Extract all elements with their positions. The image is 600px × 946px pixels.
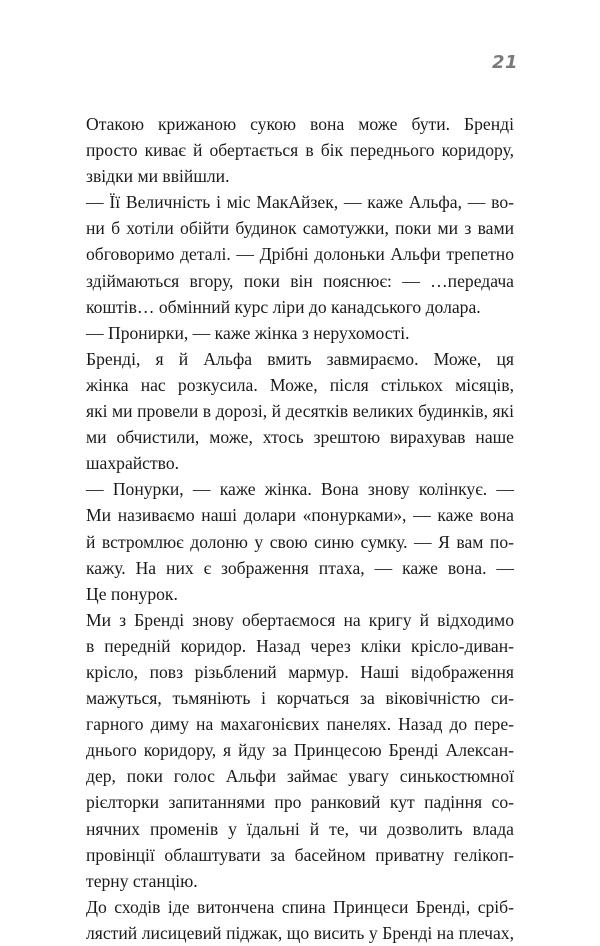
text-line: — Її Величність і міс МакАйзек, — каже Альфа, — во- <box>86 192 514 213</box>
text-line: лястий лисицевий піджак, що висить у Бренді на плечах, <box>86 922 514 943</box>
text-line: До сходів іде витончена спина Принцеси Бренді, сріб- <box>86 896 514 917</box>
text-line: — Пронирки, — каже жінка з нерухомості. <box>86 322 410 343</box>
text-line: Отакою крижаною сукою вона може бути. Бренді <box>86 114 514 134</box>
text-line: Ми з Бренді знову обертаємося на кригу й відходимо <box>86 609 514 630</box>
text-line: рієлторки запитаннями про ранковий кут падіння со- <box>86 792 514 813</box>
text-line: й встромлює долоню у свою синю сумку. — Я вам по- <box>86 531 514 552</box>
text-line: мажуться, тьмяніють і корчаться за віковічністю си- <box>86 688 514 709</box>
text-line: жінка нас розкусила. Може, після стількох місяців, <box>86 374 514 395</box>
text-line: дер, поки голос Альфи займає увагу синькостюмної <box>86 766 514 787</box>
text-line: просто киває й обертається в бік переднього коридору, <box>86 140 514 161</box>
text-line: Ми називаємо наші долари «понурками», — каже вона <box>86 505 514 526</box>
text-line: Бренді, я й Альфа вмить завмираємо. Може, ця <box>86 348 514 369</box>
text-line: ми обчистили, може, хтось зрештою вирахував наше <box>86 427 514 448</box>
text-line: ни б хотіли обійти будинок самотужки, поки ми з вами <box>86 218 514 239</box>
text-line: — Понурки, — каже жінка. Вона знову колінкує. — <box>86 479 514 500</box>
text-line: коштів… обмінний курс ліри до канадського долара. <box>86 296 481 317</box>
text-line: обговоримо деталі. — Дрібні долоньки Альфи трепетно <box>86 244 514 265</box>
text-line: днього коридору, я йду за Принцесою Бренді Алексан- <box>86 740 514 761</box>
text-line: терну станцію. <box>86 870 198 891</box>
text-line: звідки ми ввійшли. <box>86 166 230 187</box>
text-line: які ми провели в дорозі, й десятків великих будинків, які <box>86 401 514 422</box>
text-line: в передній коридор. Назад через кліки крісло-диван- <box>86 635 514 656</box>
text-line: гарного диму на махагонієвих панелях. Назад до пере- <box>86 714 514 735</box>
body-text <box>86 111 514 946</box>
text-line: здіймаються вгору, поки він пояснює: — …передача <box>86 270 514 291</box>
text-line: крісло, повз різьблений мармур. Наші відображення <box>86 661 514 682</box>
text-line: нячних променів у їдальні й те, чи дозволить влада <box>86 818 514 839</box>
text-line: шахрайство. <box>86 453 180 474</box>
text-line: провінції облаштувати за басейном приватну гелікоп- <box>86 844 514 865</box>
page-number: 21 <box>491 52 518 73</box>
text-line: Це понурок. <box>86 583 178 604</box>
text-line: кажу. На них є зображення птаха, — каже вона. — <box>86 557 514 578</box>
